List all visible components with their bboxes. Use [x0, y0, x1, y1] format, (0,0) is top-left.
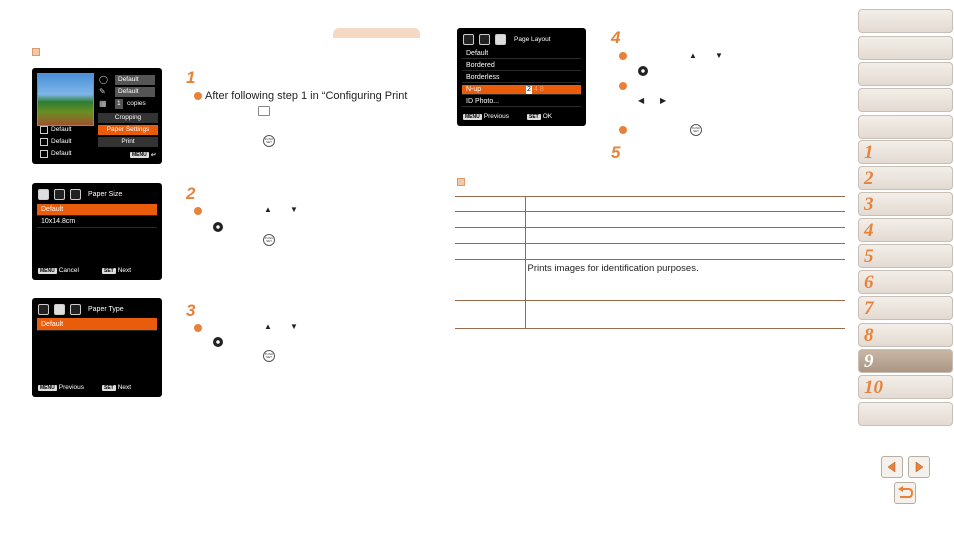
func-set-icon: FUNC SET [263, 234, 275, 246]
step-number-4: 4 [611, 28, 621, 47]
next-button[interactable] [102, 384, 131, 391]
arrow-left-icon: ◀ [638, 96, 645, 105]
arrow-right-icon: ▶ [660, 96, 667, 105]
step-number-3: 3 [186, 301, 196, 320]
previous-label: Previous [483, 113, 510, 120]
camera-screen-page-layout [457, 28, 586, 126]
bullet-dot [619, 52, 627, 60]
option-file-no: Default [115, 87, 155, 97]
chapter-number: 2 [864, 168, 874, 189]
menu-paper-settings[interactable]: Paper Settings [98, 125, 158, 135]
sidebar-item-advanced[interactable] [858, 88, 953, 112]
sidebar-item-ch4[interactable] [858, 218, 953, 242]
option-copies-label: copies [127, 100, 146, 107]
cancel-label: Cancel [58, 267, 79, 274]
screen-title: Page Layout [514, 36, 551, 43]
ok-label: OK [542, 113, 553, 120]
set-chip: SET [104, 384, 114, 391]
chapter-number: 7 [864, 298, 874, 319]
menu-chip: MENU [465, 113, 480, 120]
arrow-up-icon: ▲ [689, 51, 697, 60]
nup-value: 4 [533, 86, 538, 93]
table-cell [525, 212, 845, 228]
previous-button[interactable] [38, 384, 84, 391]
set-chip: SET [104, 267, 114, 274]
table-row [455, 212, 845, 228]
square-bullet-icon [32, 48, 40, 56]
table-cell [455, 260, 525, 301]
back-arrow-icon: ↵ [150, 152, 157, 159]
nup-value: 8 [539, 86, 544, 93]
table-row [455, 301, 845, 329]
square-bullet-icon [457, 178, 465, 186]
step-number-5: 5 [611, 143, 621, 162]
sidebar-item-ch7[interactable] [858, 296, 953, 320]
tab-paper-size [38, 189, 49, 200]
tab-paper-size [463, 34, 474, 45]
bullet-dot [619, 82, 627, 90]
step-number-2: 2 [186, 184, 196, 203]
arrow-left-icon [886, 461, 898, 473]
chapter-number: 4 [864, 220, 874, 241]
layout-option[interactable]: ID Photo... [462, 97, 581, 107]
menu-chip: MENU [40, 267, 55, 274]
arrow-up-icon: ▲ [264, 205, 272, 214]
camera-screen-paper-size [32, 183, 162, 280]
table-cell [455, 228, 525, 244]
sidebar-item-ch5[interactable] [858, 244, 953, 268]
tab-page-layout [495, 34, 506, 45]
chapter-number: 5 [864, 246, 874, 267]
chapter-number: 6 [864, 272, 874, 293]
sidebar-item-ch8[interactable] [858, 323, 953, 347]
table-cell [455, 197, 525, 212]
sidebar-item-index[interactable] [858, 402, 953, 426]
sidebar-item-basic[interactable] [858, 62, 953, 86]
menu-print[interactable]: Print [98, 137, 158, 147]
cancel-button[interactable] [38, 267, 79, 274]
sidebar-item-chapter[interactable] [858, 115, 953, 139]
next-label: Next [117, 384, 132, 391]
bullet-dot [194, 324, 202, 332]
chapter-number: 1 [864, 142, 874, 163]
nup-value-picker[interactable] [526, 86, 544, 94]
control-wheel-icon [213, 222, 223, 232]
option-date: Default [115, 75, 155, 85]
previous-button[interactable] [463, 113, 509, 120]
control-wheel-icon [213, 337, 223, 347]
next-button[interactable] [102, 267, 131, 274]
sidebar-item-ch6[interactable] [858, 270, 953, 294]
return-icon [897, 486, 913, 500]
control-wheel-icon [638, 66, 648, 76]
table-cell [525, 301, 845, 329]
table-cell: Prints images for identification purposes. [525, 260, 845, 301]
func-set-icon: FUNC SET [263, 135, 275, 147]
ok-button[interactable] [527, 113, 552, 120]
table-row [455, 244, 845, 260]
table-cell [525, 197, 845, 212]
sidebar-item-contents[interactable] [858, 36, 953, 60]
back-button[interactable] [130, 151, 157, 159]
sidebar-item-ch10[interactable] [858, 375, 953, 399]
chapter-number: 9 [864, 351, 874, 372]
sidebar-item-ch1[interactable] [858, 140, 953, 164]
sidebar-item-ch3[interactable] [858, 192, 953, 216]
preview-image [37, 73, 94, 126]
table-row [455, 260, 845, 301]
bullet-dot [619, 126, 627, 134]
arrow-up-icon: ▲ [264, 322, 272, 331]
previous-label: Previous [58, 384, 85, 391]
table-cell [525, 244, 845, 260]
tab-page-layout [70, 304, 81, 315]
layout-option-nup[interactable]: N-up 2 4 8 [462, 85, 581, 95]
table-cell [455, 301, 525, 329]
table-cell [455, 212, 525, 228]
func-set-icon: FUNC SET [690, 124, 702, 136]
paper-type-option[interactable]: Default [37, 318, 157, 331]
sidebar-item-ch2[interactable] [858, 166, 953, 190]
sidebar-item-cover[interactable] [858, 9, 953, 33]
step1-text: After following step 1 in “Configuring Print [205, 90, 408, 102]
layout-option[interactable]: Bordered [462, 61, 581, 71]
sidebar-item-ch9[interactable] [858, 349, 953, 373]
tab-paper-size [38, 304, 49, 315]
tab-page-layout [70, 189, 81, 200]
bullet-dot [194, 92, 202, 100]
table-cell [455, 244, 525, 260]
menu-chip: MENU [132, 152, 147, 158]
print-size-icon: ◯ [99, 75, 108, 84]
func-set-icon: FUNC SET [263, 350, 275, 362]
next-page-button[interactable] [908, 456, 930, 478]
tab-paper-type [479, 34, 490, 45]
tab-paper-type [54, 189, 65, 200]
screen-title: Paper Size [88, 191, 123, 198]
next-label: Next [117, 267, 132, 274]
layout-option[interactable]: Borderless [462, 73, 581, 83]
screen-title: Paper Type [88, 306, 124, 313]
camera-screen-print-settings [32, 68, 162, 164]
table-row [455, 197, 845, 212]
tab-paper-type [54, 304, 65, 315]
step-number-1: 1 [186, 68, 196, 87]
copies-icon: ▦ [99, 99, 107, 108]
layout-options-table [455, 196, 845, 329]
option-copies-count: 1 [115, 99, 123, 109]
chapter-number: 3 [864, 194, 874, 215]
camera-screen-paper-type [32, 298, 162, 397]
return-button[interactable] [894, 482, 916, 504]
arrow-right-icon [913, 461, 925, 473]
menu-cropping[interactable]: Cropping [98, 113, 158, 123]
table-row [455, 228, 845, 244]
set-chip: SET [529, 113, 539, 120]
book-icon[interactable] [258, 106, 270, 116]
bullet-dot [194, 207, 202, 215]
layout-option[interactable]: Default [462, 49, 581, 59]
left-paper-size: Default [37, 125, 97, 135]
prev-page-button[interactable] [881, 456, 903, 478]
menu-chip: MENU [40, 384, 55, 391]
nup-value: 2 [527, 86, 531, 93]
date-print-icon: ✎ [99, 87, 106, 96]
arrow-down-icon: ▼ [290, 205, 298, 214]
table-cell [525, 228, 845, 244]
left-page-layout: Default [37, 149, 97, 159]
paper-size-option[interactable]: 10x14.8cm [37, 217, 157, 228]
arrow-down-icon: ▼ [290, 322, 298, 331]
chapter-number: 8 [864, 325, 874, 346]
paper-size-option[interactable]: Default [37, 204, 157, 216]
section-header-tab [333, 28, 420, 38]
arrow-down-icon: ▼ [715, 51, 723, 60]
chapter-number: 10 [864, 377, 883, 398]
left-paper-type: Default [37, 137, 97, 147]
